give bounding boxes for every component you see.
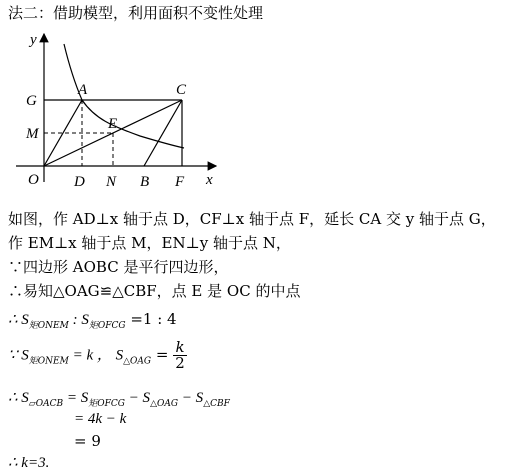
function-graph-figure [0, 24, 230, 192]
l6-sub2: △OAG [123, 356, 152, 367]
l7-pre: ∴ S [8, 390, 29, 406]
label-M: M [26, 126, 39, 142]
label-F: F [175, 174, 185, 190]
l7-sub3: △OAG [150, 399, 179, 409]
l7-c: − S [178, 390, 204, 406]
l7-b: − S [124, 390, 151, 406]
label-y: y [30, 32, 37, 48]
frac-num: k [173, 340, 187, 356]
label-D: D [74, 174, 85, 190]
l5-post: =1 : 4 [125, 310, 177, 328]
line-BC [144, 100, 182, 166]
heading: 法二：借助模型，利用面积不变性处理 [8, 4, 264, 22]
l6-sub1: 矩ONEM [28, 356, 69, 367]
l7-sub2: 矩OFCG [88, 399, 125, 409]
fraction-k-over-2 [173, 340, 187, 371]
line-10: ∴ k=3. [8, 455, 50, 471]
label-E: E [108, 116, 118, 132]
line-2: 作 EM⊥x 轴于点 M，EN⊥y 轴于点 N， [8, 234, 291, 252]
label-A: A [78, 82, 88, 98]
l5-mid: : S [68, 312, 89, 328]
l5-sub1: 矩ONEM [28, 321, 69, 331]
line-9: = 9 [74, 432, 101, 450]
l6-pre: ∵ S [8, 347, 29, 364]
l7-sub4: △CBF [203, 399, 230, 409]
label-G: G [26, 93, 37, 109]
label-B: B [140, 174, 150, 190]
label-C: C [176, 82, 187, 98]
frac-den: 2 [175, 354, 185, 372]
l7-sub1: ▱OACB [28, 399, 64, 409]
line-8: = 4k − k [74, 411, 127, 427]
l5-sub2: 矩OFCG [88, 321, 126, 331]
line-OA [44, 100, 82, 166]
label-x: x [206, 172, 213, 188]
line-5 [8, 310, 177, 335]
l5-pre: ∴ S [8, 312, 29, 328]
l7-a: = S [63, 390, 89, 406]
label-N: N [106, 174, 117, 190]
line-1: 如图，作 AD⊥x 轴于点 D，CF⊥x 轴于点 F，延长 CA 交 y 轴于点 G， [8, 210, 496, 228]
line-4: ∴易知△OAG≌△CBF，点 E 是 OC 的中点 [8, 282, 301, 300]
label-O: O [28, 172, 39, 188]
l6-eq: = [151, 345, 174, 364]
l6-mid: = k ， S [68, 347, 124, 364]
line-3: ∵四边形 AOBC 是平行四边形， [8, 258, 229, 276]
line-6 [8, 340, 187, 371]
